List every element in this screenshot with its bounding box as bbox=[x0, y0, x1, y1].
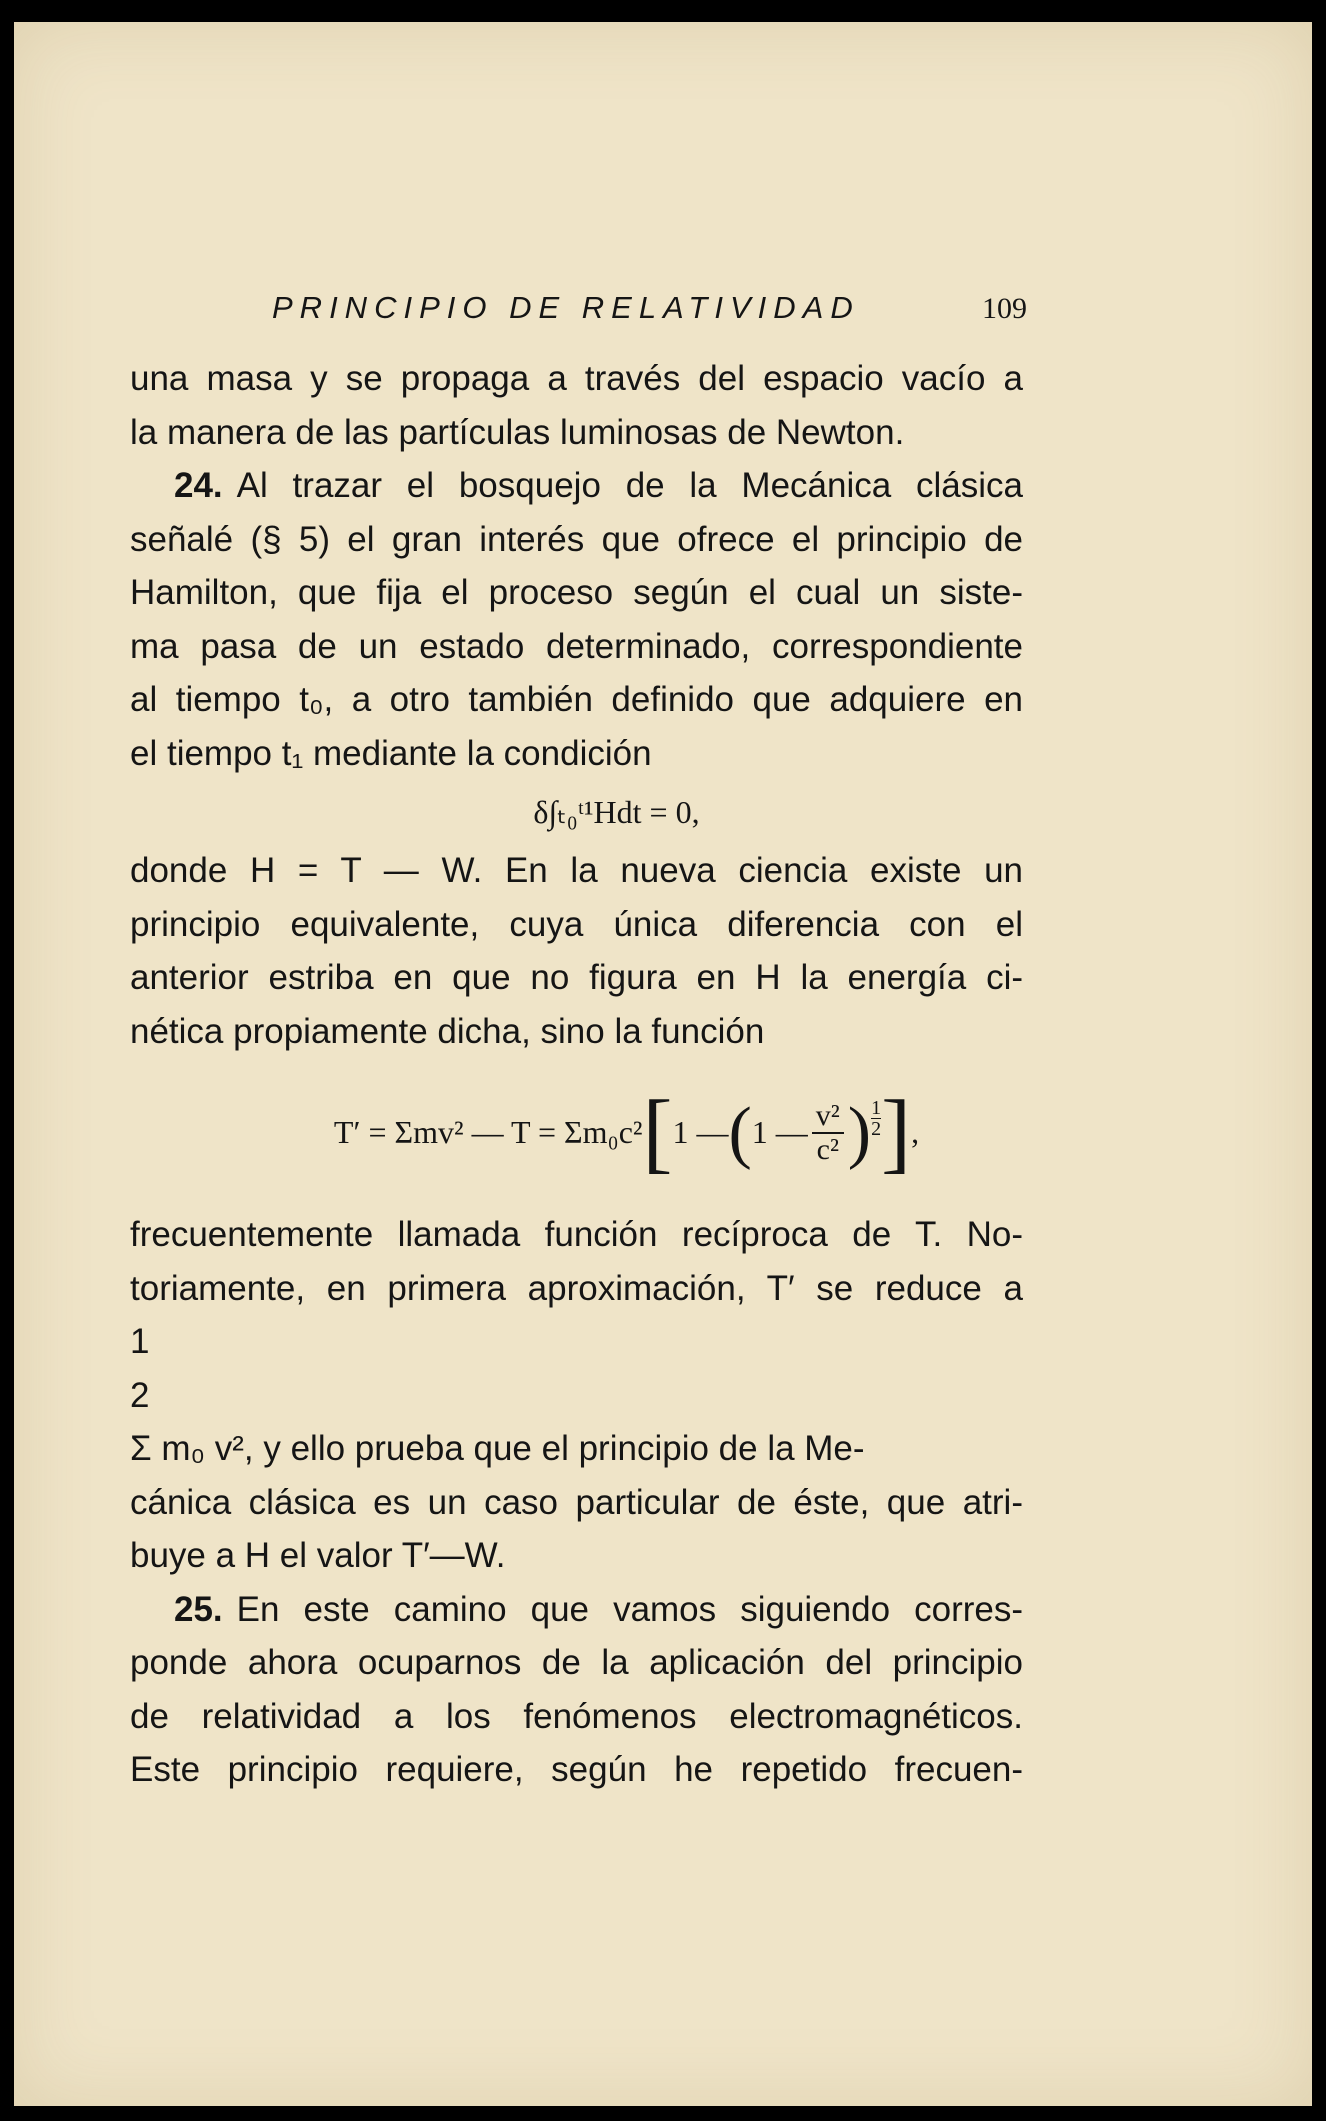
exponent-numerator: 1 bbox=[871, 1096, 882, 1119]
text-line: el tiempo t₁ mediante la condición bbox=[130, 733, 652, 773]
close-paren: ) bbox=[847, 1094, 872, 1171]
fraction-numerator: 1 bbox=[130, 1322, 150, 1361]
fraction-denominator: 2 bbox=[130, 1375, 150, 1415]
fraction-denominator: c² bbox=[816, 1133, 839, 1166]
text-line: principio equivalente, cuya única diferencia con el bbox=[130, 904, 1023, 944]
section-number: 25. bbox=[174, 1589, 223, 1629]
text-line: frecuentemente llamada función recíproca de T. No- bbox=[130, 1215, 1023, 1254]
v-over-c-fraction bbox=[812, 1100, 844, 1166]
paragraph-25-first-line bbox=[130, 1583, 1023, 1637]
eq-inner-one-minus: 1 — bbox=[751, 1114, 808, 1151]
text-line: la manera de las partículas luminosas de Newton. bbox=[130, 412, 905, 452]
paragraph-24-first-line bbox=[130, 459, 1023, 513]
book-page bbox=[14, 22, 1312, 2106]
text-line: cánica clásica es un caso particular de éste, que atri- bbox=[130, 1482, 1023, 1522]
reciprocal-function-equation bbox=[130, 1058, 1023, 1208]
hamilton-equation: δ∫ₜ₀ᵗ¹Hdt = 0, bbox=[533, 794, 700, 830]
text-line: donde H = T — W. En la nueva ciencia existe un bbox=[130, 851, 1023, 890]
eq-end-comma: , bbox=[911, 1114, 920, 1151]
text-line: Al trazar el bosquejo de la Mecánica clásica bbox=[236, 466, 1023, 505]
text-line: al tiempo t₀, a otro también definido que adquiere en bbox=[130, 680, 1023, 719]
page-body bbox=[130, 352, 1023, 1797]
text-line: señalé (§ 5) el gran interés que ofrece el principio de bbox=[130, 519, 1023, 559]
text-line: Σ m₀ v², y ello prueba que el principio de la Me- bbox=[130, 1429, 865, 1468]
exponent-denominator: 2 bbox=[871, 1117, 882, 1140]
open-paren: ( bbox=[728, 1094, 752, 1171]
text-line: ponde ahora ocuparnos de la aplicación del principio bbox=[130, 1643, 1023, 1682]
eq-one-minus: 1 — bbox=[672, 1114, 729, 1151]
text-line: anterior estriba en que no figura en H la energía ci- bbox=[130, 958, 1023, 997]
text-line: Hamilton, que fija el proceso según el cual un siste- bbox=[130, 573, 1023, 612]
text-line: nética propiamente dicha, sino la función bbox=[130, 1011, 765, 1051]
open-bracket: [ bbox=[642, 1083, 673, 1182]
close-bracket: ] bbox=[881, 1083, 912, 1182]
text-line: En este camino que vamos siguiendo corres- bbox=[236, 1589, 1023, 1629]
eq-left-side: T′ = Σmv² — T = Σm₀c² bbox=[333, 1114, 643, 1151]
text-line: toriamente, en primera aproximación, T′ se reduce a bbox=[130, 1268, 1023, 1308]
fraction-numerator: v² bbox=[812, 1100, 844, 1134]
text-line: ma pasa de un estado determinado, correspondiente bbox=[130, 626, 1023, 666]
section-number: 24. bbox=[174, 466, 223, 505]
page-number: 109 bbox=[982, 292, 1027, 325]
text-line: una masa y se propaga a través del espacio vacío a bbox=[130, 359, 1023, 398]
half-exponent bbox=[871, 1098, 881, 1139]
text-line: de relatividad a los fenómenos electromagnéticos. bbox=[130, 1696, 1023, 1736]
text-line: buye a H el valor T′—W. bbox=[130, 1536, 506, 1575]
text-line: Este principio requiere, según he repetido frecuen- bbox=[130, 1750, 1023, 1789]
running-header: PRINCIPIO DE RELATIVIDAD bbox=[272, 290, 860, 325]
